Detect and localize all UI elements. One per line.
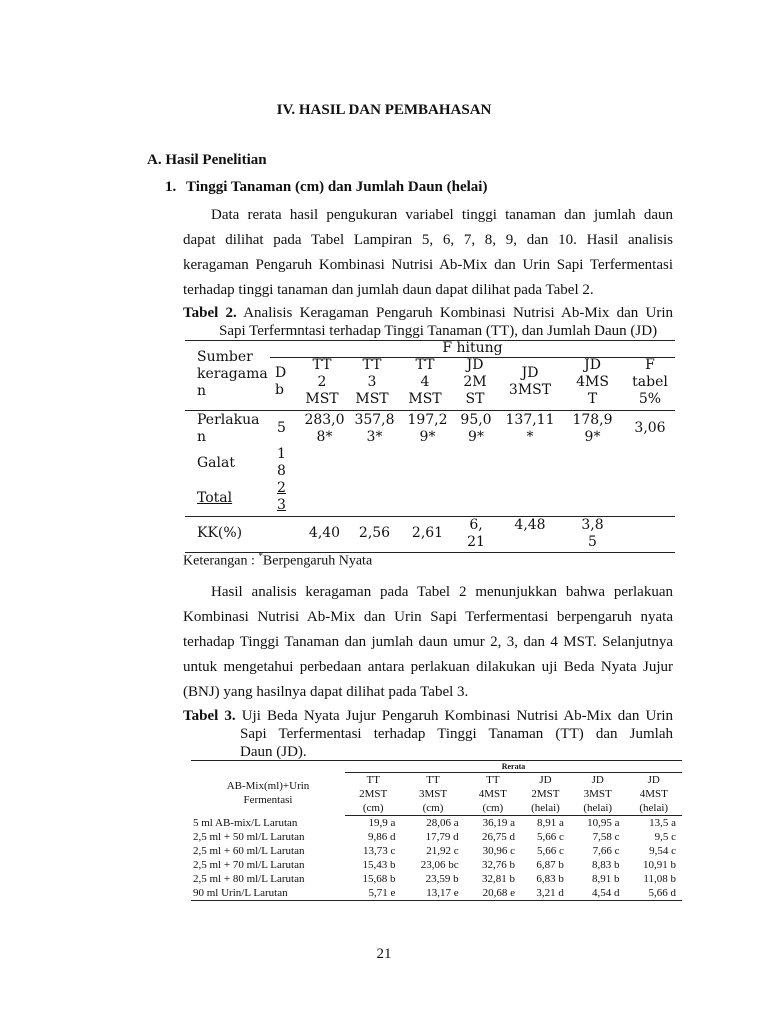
paragraph-line: Hasil analisis keragaman pada Tabel 2 menunjukkan bahwa perlakuan [211, 584, 673, 600]
row-treatment: 5 ml AB-mix/L Larutan [193, 816, 298, 829]
cell: 10,91 b [643, 859, 676, 871]
row-treatment: 2,5 ml + 80 ml/L Larutan [193, 873, 305, 885]
cell: 36,19 a [482, 817, 516, 829]
header-jd4: JD 4MS T [576, 357, 609, 407]
table-row [191, 886, 682, 901]
cell: 10,95 a [587, 817, 620, 829]
row-perlakuan-ftabel: 3,06 [634, 420, 666, 436]
table-row [191, 872, 682, 886]
cell: 26,75 d [482, 831, 516, 843]
header-ftabel: F tabel 5% [632, 357, 668, 407]
table2-caption-line2: Sapi Terfermntasi terhadap Tinggi Tanaman (TT), dan Jumlah Daun (JD) [219, 323, 658, 339]
paragraph-line: terhadap tinggi tanaman dan jumlah daun dapat dilihat pada Tabel 2. [183, 282, 594, 298]
cell: 9,54 c [649, 845, 676, 857]
cell: 9,86 d [367, 831, 396, 843]
header-source: Sumber keragama n [197, 349, 268, 399]
cell: 15,68 b [362, 873, 396, 885]
paragraph-line: (BNJ) yang hasilnya dapat dilihat pada Tabel 3. [183, 684, 469, 700]
header-tt3: TT 3 MST [355, 357, 389, 407]
row-perlakuan-tt3: 357,8 3* [354, 412, 395, 445]
cell: 13,5 a [649, 817, 676, 829]
table2-label: Tabel 2. [183, 305, 237, 321]
table2 [185, 340, 675, 550]
row-total-source: Total [197, 490, 233, 506]
cell: 20,68 e [465, 886, 521, 901]
subsection-number: 1. [165, 179, 177, 195]
header-col: JD 3MST (helai) [570, 773, 626, 816]
row-treatment: 90 ml Urin/L Larutan [191, 886, 345, 901]
row-kk-jd4: 3,8 5 [581, 517, 604, 550]
row-kk-source: KK(%) [197, 525, 243, 541]
cell: 9,5 c [654, 831, 676, 843]
row-treatment: 2,5 ml + 60 ml/L Larutan [193, 845, 305, 857]
header-rerata: Rerata [345, 761, 682, 773]
table3-caption-line1: Uji Beda Nyata Jujur Pengaruh Kombinasi Nutrisi Ab-Mix dan Urin [235, 708, 673, 724]
cell: 28,06 a [426, 817, 459, 829]
table-row [191, 844, 682, 858]
paragraph-line: Kombinasi Nutrisi Ab-Mix dan Urin Sapi Terfermentasi berpengaruh nyata [183, 609, 673, 625]
header-treatment: AB-Mix(ml)+Urin Fermentasi [191, 761, 345, 816]
cell: 5,66 d [626, 886, 683, 901]
note-prefix: Keterangan : [183, 553, 259, 569]
paragraph-line: keragaman Pengaruh Kombinasi Nutrisi Ab-Mix dan Urin Sapi Terfermentasi [183, 257, 673, 273]
note-marker: * [258, 551, 263, 561]
row-treatment: 2,5 ml + 50 ml/L Larutan [193, 831, 305, 843]
page-number: 21 [376, 946, 392, 962]
cell: 6,87 b [536, 859, 564, 871]
cell: 7,58 c [592, 831, 620, 843]
subsection-title: Tinggi Tanaman (cm) dan Jumlah Daun (helai) [186, 179, 488, 195]
table2-caption [183, 304, 673, 340]
table3-caption-line2: Sapi Terfermentasi terhadap Tinggi Tanaman (TT) dan Jumlah [240, 726, 673, 742]
table2-note [183, 551, 372, 570]
table3-caption-line3: Daun (JD). [240, 744, 307, 760]
header-jd3: JD 3MST [508, 365, 552, 398]
row-perlakuan-source: Perlakua n [197, 412, 260, 445]
row-galat-db: 1 8 [277, 446, 286, 479]
subsection-heading [165, 179, 487, 196]
cell: 8,91 b [592, 873, 620, 885]
header-col: JD 2MST (helai) [521, 773, 570, 816]
chapter-title: IV. HASIL DAN PEMBAHASAN [276, 102, 492, 118]
cell: 7,66 c [592, 845, 620, 857]
cell: 23,59 b [425, 873, 459, 885]
table3-caption [183, 707, 673, 761]
row-perlakuan-jd4: 178,9 9* [572, 412, 613, 445]
paragraph-2 [183, 580, 673, 705]
cell: 5,66 c [537, 831, 564, 843]
paragraph-line: Data rerata hasil pengukuran variabel tinggi tanaman dan jumlah daun [211, 207, 673, 223]
table-rule [185, 410, 675, 411]
header-tt2: TT 2 MST [305, 357, 339, 407]
cell: 32,81 b [482, 873, 516, 885]
f-hitung-header: F hitung [442, 340, 503, 356]
cell: 8,91 a [537, 817, 564, 829]
row-total-db: 2 3 [277, 480, 286, 513]
cell: 30,96 c [482, 845, 516, 857]
table-row [191, 830, 682, 844]
cell: 13,73 c [363, 845, 396, 857]
cell: 6,83 b [536, 873, 564, 885]
row-perlakuan-jd3: 137,11 * [505, 412, 555, 445]
row-treatment: 2,5 ml + 70 ml/L Larutan [193, 859, 305, 871]
cell: 15,43 b [362, 859, 396, 871]
cell: 5,71 e [345, 886, 401, 901]
cell: 8,83 b [592, 859, 620, 871]
cell: 4,54 d [570, 886, 626, 901]
cell: 3,21 d [521, 886, 570, 901]
table2-caption-line1: Analisis Keragaman Pengaruh Kombinasi Nutrisi Ab-Mix dan Urin [236, 305, 674, 321]
section-heading: A. Hasil Penelitian [147, 152, 267, 168]
table3 [191, 760, 682, 901]
row-kk-tt4: 2,61 [411, 525, 444, 541]
header-col: JD 4MST (helai) [626, 773, 683, 816]
row-kk-jd2: 6, 21 [467, 517, 485, 550]
cell: 32,76 b [482, 859, 516, 871]
table3-label: Tabel 3. [183, 708, 236, 724]
cell: 23,06 bc [420, 859, 459, 871]
cell: 21,92 c [426, 845, 459, 857]
row-perlakuan-tt2: 283,0 8* [304, 412, 345, 445]
header-db: D b [275, 365, 287, 398]
cell: 11,08 b [643, 873, 676, 885]
header-tt4: TT 4 MST [408, 357, 442, 407]
paragraph-line: dapat dilihat pada Tabel Lampiran 5, 6, 7, 8, 9, dan 10. Hasil analisis [183, 232, 673, 248]
cell: 13,17 e [401, 886, 464, 901]
cell: 5,66 c [537, 845, 564, 857]
paragraph-line: untuk mengetahui perbedaan antara perlakuan dilakukan uji Beda Nyata Jujur [183, 659, 673, 675]
cell: 19,9 a [368, 817, 396, 829]
header-col: TT 2MST (cm) [345, 773, 401, 816]
cell: 17,79 d [425, 831, 459, 843]
header-col: TT 4MST (cm) [465, 773, 521, 816]
row-perlakuan-db: 5 [277, 420, 286, 436]
row-kk-tt3: 2,56 [358, 525, 391, 541]
paragraph-line: terhadap Tinggi Tanaman dan jumlah daun umur 2, 3, dan 4 MST. Selanjutnya [183, 634, 673, 650]
row-galat-source: Galat [197, 455, 235, 471]
row-perlakuan-tt4: 197,2 9* [407, 412, 448, 445]
paragraph-1 [183, 203, 673, 303]
header-col: TT 3MST (cm) [401, 773, 464, 816]
table-row [191, 858, 682, 872]
table-row [191, 816, 682, 831]
row-perlakuan-jd2: 95,0 9* [460, 412, 492, 445]
note-text: Berpengaruh Nyata [262, 553, 373, 569]
row-kk-tt2: 4,40 [308, 525, 341, 541]
row-kk-jd3: 4,48 [514, 517, 546, 533]
header-jd2: JD 2M ST [463, 357, 487, 407]
